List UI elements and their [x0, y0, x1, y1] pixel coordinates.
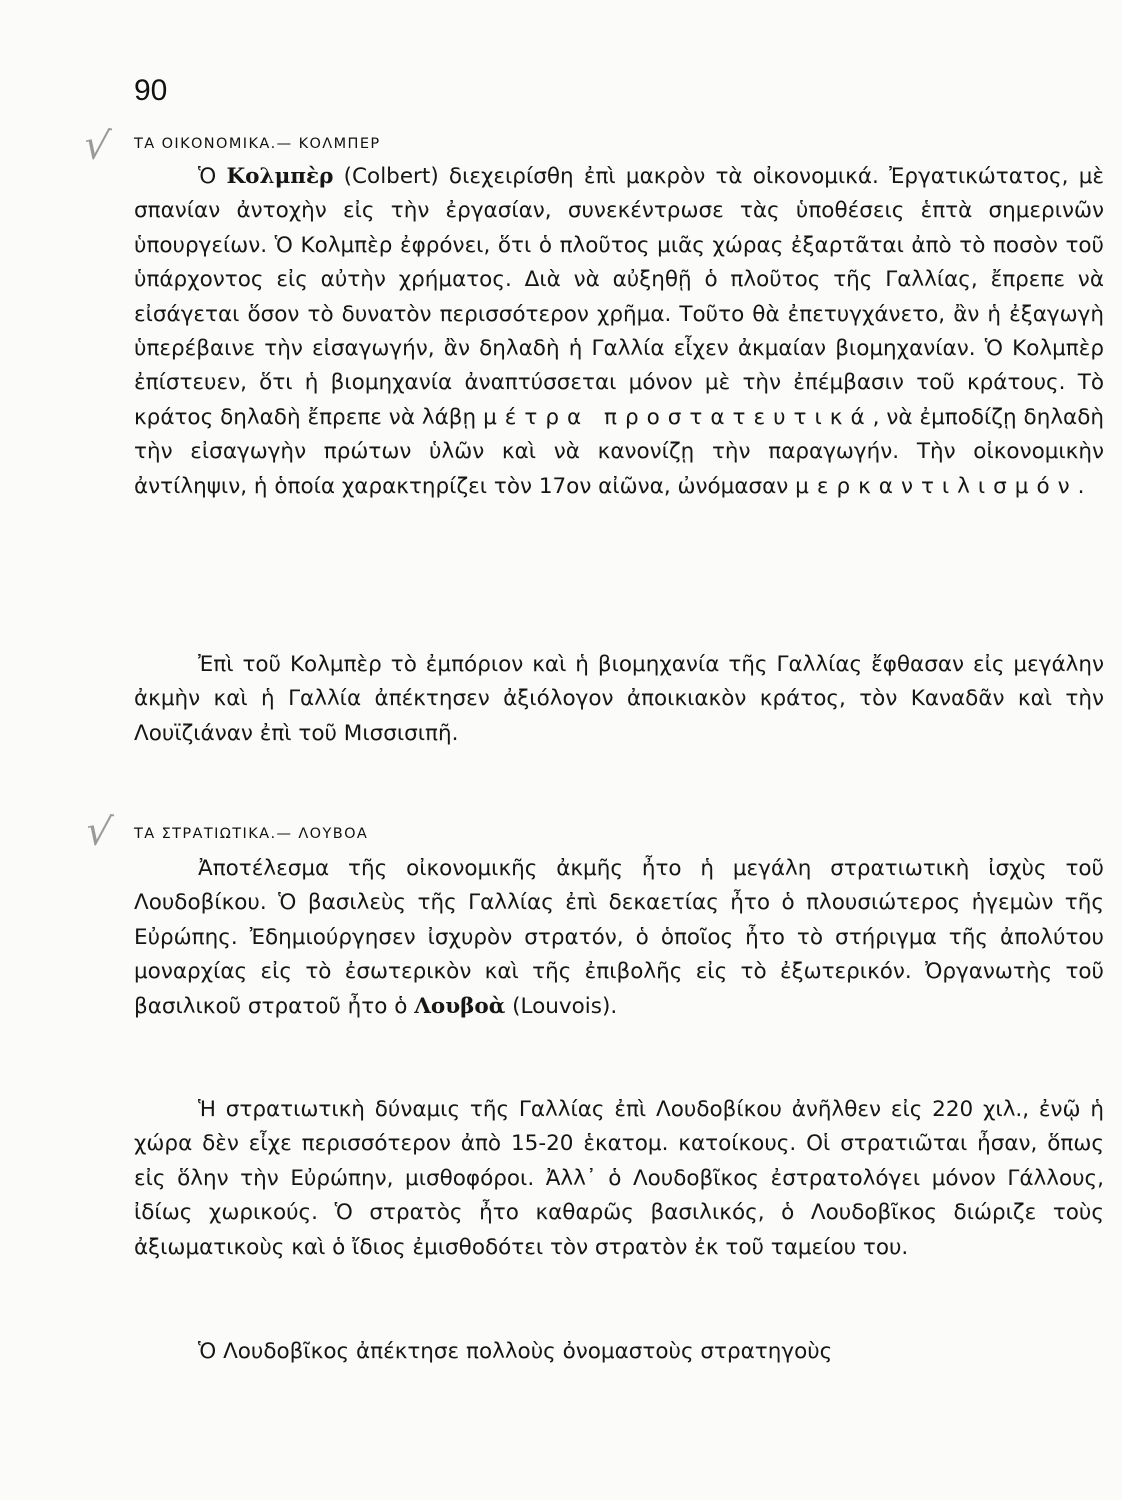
- paragraph-army-size: [134, 1093, 1104, 1265]
- paragraph-text: Ἡ στρατιωτικὴ δύναμις τῆς Γαλλίας ἐπὶ Λουδοβίκου ἀνῆλθεν εἰς 220 χιλ., ἐνῷ ἡ χώρα δὲν εἶχε περισσότερον ἀπὸ 15-20 ἑκατομ. κατοίκους. Οἱ στρατιῶται ἦσαν, ὅπως εἰς ὅλην τὴν Εὐρώπην, μισθοφόροι. Ἀλλ᾽ ὁ Λουδοβῖκος ἐστρατολόγει μόνον Γάλλους, ἰδίως χωρικούς. Ὁ στρατὸς ἦτο καθαρῶς βασιλικός, ὁ Λουδοβῖκος διώριζε τοὺς ἀξιωματικοὺς καὶ ὁ ἴδιος ἐμισθοδότει τὸν στρατὸν ἐκ τοῦ ταμείου του.: [134, 1097, 1104, 1260]
- pencil-check-mark-icon: √: [82, 807, 115, 857]
- paragraph-text: , νὰ ἐμποδίζῃ δηλαδὴ τὴν εἰσαγωγὴν πρώτων ὑλῶν καὶ νὰ κανονίζῃ τὴν παραγωγήν. Τὴν οἰκονομικὴν ἀντίληψιν, ἡ ὁποία χαρακτηρίζει τὸν 17ον αἰῶνα, ὠνόμασαν: [134, 404, 1104, 499]
- section-heading-economics: ΤΑ ΟΙΚΟΝΟΜΙΚΑ.— ΚΟΛΜΠΕΡ: [134, 136, 381, 152]
- paragraph-text: Ἀποτέλεσμα τῆς οἰκονομικῆς ἀκμῆς ἦτο ἡ μεγάλη στρατιωτικὴ ἰσχὺς τοῦ Λουδοβίκου. Ὁ βασιλεὺς τῆς Γαλλίας ἐπὶ δεκαετίας ἦτο ὁ πλουσιώτερος ἡγεμὼν τῆς Εὐρώπης. Ἐδημιούργησεν ἰσχυρὸν στρατόν, ὁ ὁποῖος ἦτο τὸ στήριγμα τῆς ἀπολύτου μοναρχίας εἰς τὸ ἐσωτερικὸν καὶ τῆς ἐπιβολῆς εἰς τὸ ἐξωτερικόν. Ὀργανωτὴς τοῦ βασιλικοῦ στρατοῦ ἦτο ὁ: [134, 856, 1104, 1019]
- bold-name-louvois: Λουβοὰ: [414, 993, 506, 1019]
- bold-name-colbert: Κολμπὲρ: [226, 164, 334, 189]
- pencil-check-mark-icon: √: [80, 121, 113, 171]
- section-heading-military: ΤΑ ΣΤΡΑΤΙΩΤΙΚΑ.— ΛΟΥΒΟΑ: [134, 826, 369, 842]
- paragraph-text: Ὁ Λουδοβῖκος ἀπέκτησε πολλοὺς ὀνομαστοὺς στρατηγοὺς: [198, 1339, 833, 1364]
- paragraph-text: Ἐπὶ τοῦ Κολμπὲρ τὸ ἐμπόριον καὶ ἡ βιομηχανία τῆς Γαλλίας ἔφθασαν εἰς μεγάλην ἀκμὴν καὶ ἡ Γαλλία ἀπέκτησεν ἀξιόλογον ἀποικιακὸν κράτος, τὸν Καναδᾶν καὶ τὴν Λουϊζιάναν ἐπὶ τοῦ Μισσισιπῆ.: [134, 652, 1104, 746]
- paragraph-colbert-economics: [134, 160, 1104, 504]
- spaced-emphasis-protective-measures: μέτρα προστατευτικά: [483, 404, 873, 430]
- paragraph-military-power: [134, 852, 1104, 1024]
- paragraph-colbert-trade: [134, 648, 1104, 751]
- paragraph-end: .: [1077, 473, 1085, 499]
- paragraph-end: (Louvois).: [505, 993, 618, 1019]
- paragraph-generals: [134, 1335, 1104, 1369]
- paragraph-lead: Ὁ: [198, 164, 227, 189]
- page-number: 90: [134, 74, 168, 107]
- spaced-emphasis-mercantilism: μερκαντιλισμόν: [795, 473, 1078, 499]
- paragraph-text: (Colbert) διεχειρίσθη ἐπὶ μακρὸν τὰ οἰκονομικά. Ἐργατικώτατος, μὲ σπανίαν ἀντοχὴν εἰς τὴν ἐργασίαν, συνεκέντρωσε τὰς ὑποθέσεις ἑπτὰ σημερινῶν ὑπουργείων. Ὁ Κολμπὲρ ἐφρόνει, ὅτι ὁ πλοῦτος μιᾶς χώρας ἐξαρτᾶται ἀπὸ τὸ ποσὸν τοῦ ὑπάρχοντος εἰς αὐτὴν χρήματος. Διὰ νὰ αὐξηθῇ ὁ πλοῦτος τῆς Γαλλίας, ἔπρεπε νὰ εἰσάγεται ὅσον τὸ δυνατὸν περισσότερον χρῆμα. Τοῦτο θὰ ἐπετυγχάνετο, ἂν ἡ ἐξαγωγὴ ὑπερέβαινε τὴν εἰσαγωγήν, ἂν δηλαδὴ ἡ Γαλλία εἶχεν ἀκμαίαν βιομηχανίαν. Ὁ Κολμπὲρ ἐπίστευεν, ὅτι ἡ βιομηχανία ἀναπτύσσεται μόνον μὲ τὴν ἐπέμβασιν τοῦ κράτους. Τὸ κράτος δηλαδὴ ἔπρεπε νὰ λάβῃ: [134, 164, 1104, 430]
